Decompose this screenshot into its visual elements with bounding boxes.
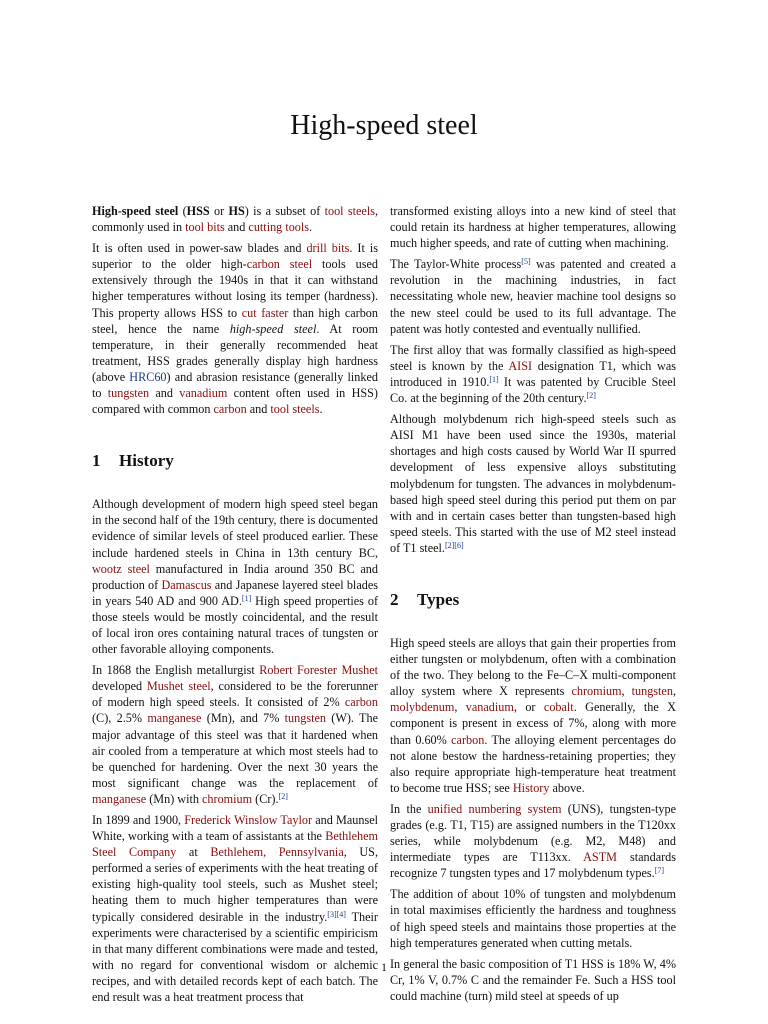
link-history[interactable]: History (512, 780, 550, 795)
types-paragraph-4: In general the basic composition of T1 HSS is 18% W, 4% Cr, 1% V, 0.7% C and the remainder Fe. Such a HSS tool could machine (turn) mild steel at speeds of up (390, 956, 676, 1003)
link-carbon[interactable]: carbon (344, 695, 378, 710)
history-paragraph-4: transformed existing alloys into a new kind of steel that could retain its hardness at higher temperatures, allowing much higher speeds, and rate of cutting when machining. (390, 204, 676, 251)
citation-link[interactable]: [2][6] (444, 540, 464, 550)
link-cobalt[interactable]: cobalt (543, 700, 574, 715)
link-robert-forester-mushet[interactable]: Robert Forester Mushet (259, 663, 379, 678)
history-paragraph-1: Although development of modern high speed steel began in the second half of the 19th century, there is documented evidence of similar levels of steel produced earlier. These include hardened steels in China in 13th century BC, wootz steel manufactured in India around 350 BC and production of Damascus and Japanese layered steel blades in years 540 AD and 900 AD.[1] High speed properties of those steels would be mostly coincidental, and the result of local iron ores containing natural traces of tungsten or other favorable alloying components. (92, 497, 378, 657)
link-vanadium[interactable]: vanadium (179, 386, 228, 401)
citation-link[interactable]: [2] (586, 391, 596, 401)
link-tungsten[interactable]: tungsten (631, 684, 673, 699)
link-wootz-steel[interactable]: wootz steel (92, 561, 150, 576)
section-heading-types: 2 Types (390, 589, 460, 609)
link-carbon-steel[interactable]: carbon steel (246, 257, 313, 272)
types-paragraph-1: High speed steels are alloys that gain their properties from either tungsten or molybdenum, often with a combination of the two. They belong to the Fe–C–X multi-component alloy system where X represents chromium, tungsten, molybdenum, vanadium, or cobalt. Generally, the X component is present in excess of 7%, along with more than 0.60% carbon. The alloying element percentages do not alone bestow the hardness-retaining properties; they also require appropriate high-temperature heat treatment to become true HSS; see History above. (390, 635, 676, 795)
link-bethlehem-pennsylvania[interactable]: Bethlehem, Pennsylvania (210, 845, 344, 860)
link-chromium[interactable]: chromium (571, 684, 622, 699)
types-paragraph-3: The addition of about 10% of tungsten and molybdenum in total maximises efficiently the hardness and toughness of high speed steels and maintains those properties at the high temperatures generated when cutting metals. (390, 887, 676, 950)
citation-link[interactable]: [5] (521, 257, 531, 267)
link-damascus[interactable]: Damascus (161, 577, 212, 592)
citation-link[interactable]: [1] (489, 374, 499, 384)
link-molybdenum[interactable]: molybdenum (390, 700, 455, 715)
link-unified-numbering-system[interactable]: unified numbering system (427, 801, 562, 816)
link-bethlehem-steel[interactable]: Bethlehem Steel Company (92, 829, 378, 860)
types-paragraph-2: In the unified numbering system (UNS), tungsten-type grades (e.g. T1, T15) are assigned numbers in the T120xx series, while molybdenum (e.g. M2, M48) and intermediate types are T113xx. ASTM standards recognize 7 tungsten types and 17 molybdenum types.[7] (390, 801, 677, 881)
link-cut-faster[interactable]: cut faster (241, 305, 289, 320)
left-column (92, 203, 378, 1010)
right-column (390, 203, 676, 1009)
link-hrc60[interactable]: HRC60 (129, 369, 167, 384)
citation-link[interactable]: [7] (654, 866, 665, 876)
term-bold: High-speed steel (92, 204, 179, 218)
link-astm[interactable]: ASTM (583, 850, 617, 865)
citation-link[interactable]: [1] (241, 593, 252, 603)
link-tungsten[interactable]: tungsten (107, 386, 150, 401)
link-tungsten[interactable]: tungsten (284, 711, 326, 726)
link-carbon[interactable]: carbon (451, 732, 485, 747)
link-mushet-steel[interactable]: Mushet steel (146, 679, 211, 694)
link-manganese-2[interactable]: manganese (92, 791, 147, 806)
intro-paragraph-1: High-speed steel (HSS or HS) is a subset of tool steels, commonly used in tool bits and cutting tools. (92, 204, 379, 235)
link-vanadium[interactable]: vanadium (465, 700, 514, 715)
link-tool-steels[interactable]: tool steels (324, 204, 375, 218)
link-frederick-winslow-taylor[interactable]: Frederick Winslow Taylor (184, 813, 313, 827)
history-paragraph-5: The Taylor-White process[5] was patented and created a revolution in the machining industries, in fact necessitating whole new, heavier machine tool designs so the new steel could be used to its full advantage. The patent was hotly contested and eventually nullified. (390, 257, 676, 336)
history-paragraph-2: In 1868 the English metallurgist Robert Forester Mushet developed Mushet steel, considered to be the forerunner of modern high speed steels. It consisted of 2% carbon (C), 2.5% manganese (Mn), and 7% tungsten (W). The major advantage of this steel was that it hardened when air cooled from a temperature at which most steels had to be quenched for hardening. Over the next 30 years the most significant change was the replacement of manganese (Mn) with chromium (Cr).[2] (92, 663, 379, 806)
page-number: 1 (381, 960, 387, 974)
intro-paragraph-2: It is often used in power-saw blades and drill bits. It is superior to the older high-carbon steel tools used extensively through the 1940s in that it can withstand higher temperatures without losing its temper (hardness). This property allows HSS to cut faster than high carbon steel, hence the name high-speed steel. At room temperature, in their generally recommended heat treatment, HSS grades generally display high hardness (above HRC60) and abrasion resistance (generally linked to tungsten and vanadium content often used in HSS) compared with common carbon and tool steels. (92, 241, 379, 417)
history-paragraph-3: In 1899 and 1900, Frederick Winslow Taylor and Maunsel White, working with a team of assistants at the Bethlehem Steel Company at Bethlehem, Pennsylvania, US, performed a series of experiments with the heat treating of existing high-quality tool steels, such as Mushet steel; heating them to much higher temperatures than were typically considered desirable in the industry.[3][4] Their experiments were characterised by a scientific empiricism in that many different combinations were made and tested, with no regard for conventional wisdom or alchemic recipes, and with detailed records kept of each batch. The end result was a heat treatment process that (92, 813, 378, 1005)
section-heading-history: 1 History (92, 451, 174, 471)
page-title: High-speed steel (290, 110, 478, 141)
link-manganese[interactable]: manganese (147, 711, 202, 726)
link-cutting-tools[interactable]: cutting tools (248, 220, 310, 235)
history-paragraph-7: Although molybdenum rich high-speed steels such as AISI M1 have been used since the 1930s, material shortages and high costs caused by World War II spurred development of less expensive alloys substituting molybdenum for tungsten. The advances in molybdenum-based high speed steel during this period put them on par with and in certain cases better than tungsten-based high speed steels. This started with the use of M2 steel instead of T1 steel.[2][6] (390, 412, 676, 555)
link-chromium[interactable]: chromium (202, 791, 253, 806)
citation-link[interactable]: [2] (278, 791, 288, 801)
history-paragraph-6: The first alloy that was formally classified as high-speed steel is known by the AISI designation T1, which was introduced in 1910.[1] It was patented by Crucible Steel Co. at the beginning of the 20th century.[2] (390, 342, 676, 406)
citation-link[interactable]: [3][4] (327, 909, 346, 919)
link-drill-bits[interactable]: drill bits (306, 241, 350, 256)
link-tool-steels-2[interactable]: tool steels (270, 402, 320, 417)
link-aisi[interactable]: AISI (508, 358, 533, 373)
link-tool-bits[interactable]: tool bits (185, 220, 225, 235)
link-carbon[interactable]: carbon (213, 402, 247, 417)
